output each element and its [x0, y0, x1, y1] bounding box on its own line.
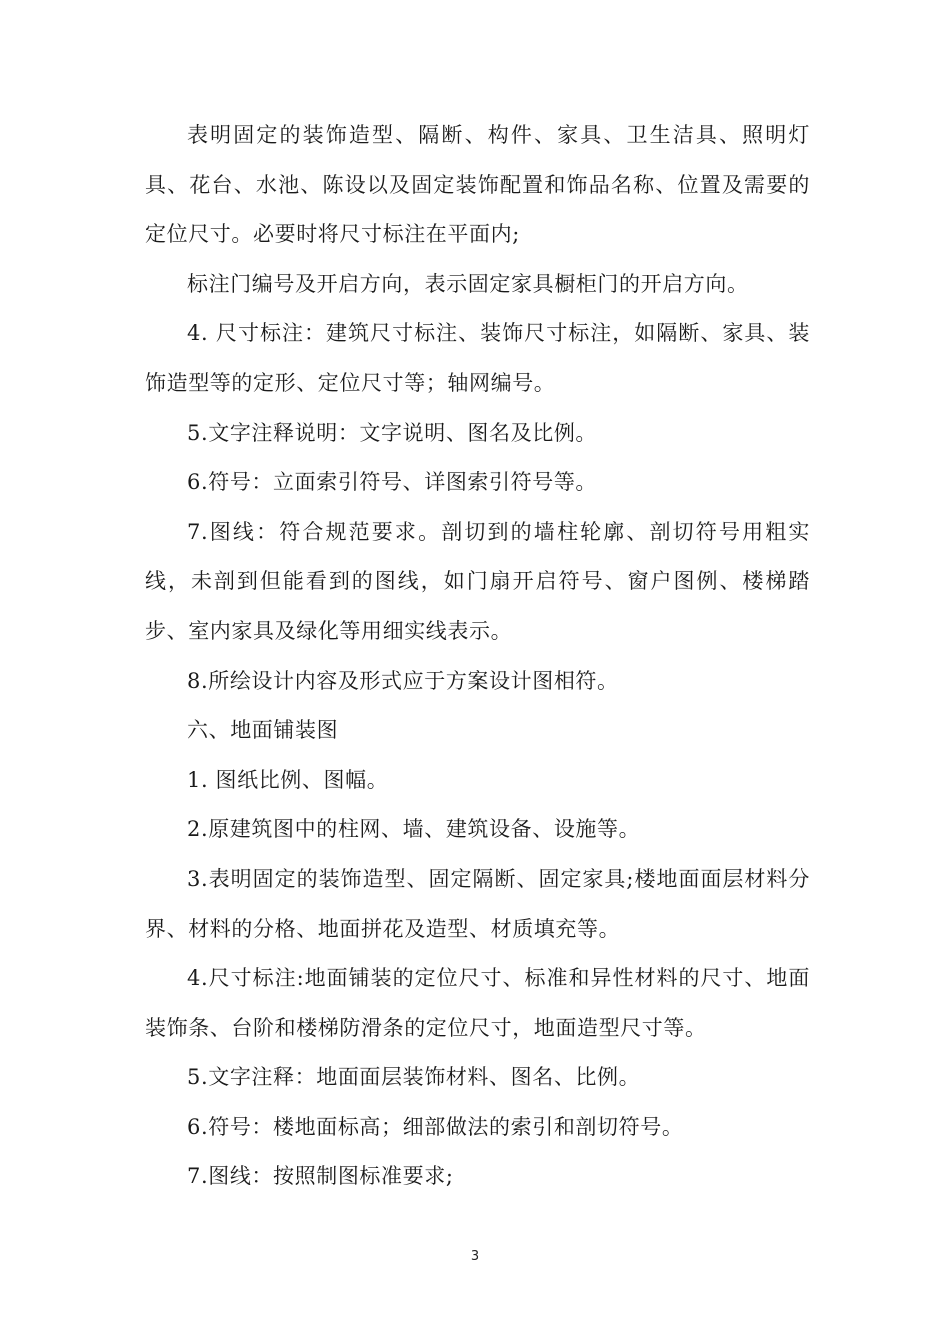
paragraph-original-building: 2.原建筑图中的柱网、墙、建筑设备、设施等。 [187, 817, 641, 842]
paragraph-door-numbering: 标注门编号及开启方向，表示固定家具橱柜门的开启方向。 [187, 271, 749, 296]
paragraph-design-consistency: 8.所绘设计内容及形式应于方案设计图相符。 [187, 668, 619, 693]
paragraph-fixed-decor: 表明固定的装饰造型、隔断、构件、家具、卫生洁具、照明灯具、花台、水池、陈设以及固定装饰配置和饰品名称、位置及需要的定位尺寸。必要时将尺寸标注在平面内; [145, 123, 810, 247]
paragraph-line-types: 7.图线：符合规范要求。剖切到的墙柱轮廓、剖切符号用粗实线，未剖到但能看到的图线，如门扇开启符号、窗户图例、楼梯踏步、室内家具及绿化等用细实线表示。 [145, 519, 810, 643]
paragraph-paving-lines: 7.图线：按照制图标准要求; [187, 1164, 454, 1189]
section-heading-floor-paving: 六、地面铺装图 [187, 718, 339, 743]
paragraph-paving-dimensions: 4.尺寸标注:地面铺装的定位尺寸、标准和异性材料的尺寸、地面装饰条、台阶和楼梯防滑条的定位尺寸，地面造型尺寸等。 [145, 966, 810, 1040]
paragraph-symbols: 6.符号：立面索引符号、详图索引符号等。 [187, 470, 598, 495]
paragraph-dimension-marking: 4. 尺寸标注：建筑尺寸标注、装饰尺寸标注，如隔断、家具、装饰造型等的定形、定位尺寸等；轴网编号。 [145, 321, 810, 395]
paragraph-scale-size: 1. 图纸比例、图幅。 [187, 767, 389, 792]
paragraph-paving-symbols: 6.符号：楼地面标高；细部做法的索引和剖切符号。 [187, 1114, 684, 1139]
page-number: 3 [470, 1249, 480, 1264]
paragraph-paving-notes: 5.文字注释：地面面层装饰材料、图名、比例。 [187, 1065, 641, 1090]
paragraph-floor-materials: 3.表明固定的装饰造型、固定隔断、固定家具;楼地面面层材料分界、材料的分格、地面拼花及造型、材质填充等。 [145, 866, 810, 941]
paragraph-text-notes: 5.文字注释说明：文字说明、图名及比例。 [187, 420, 598, 445]
body-text [145, 111, 810, 1202]
